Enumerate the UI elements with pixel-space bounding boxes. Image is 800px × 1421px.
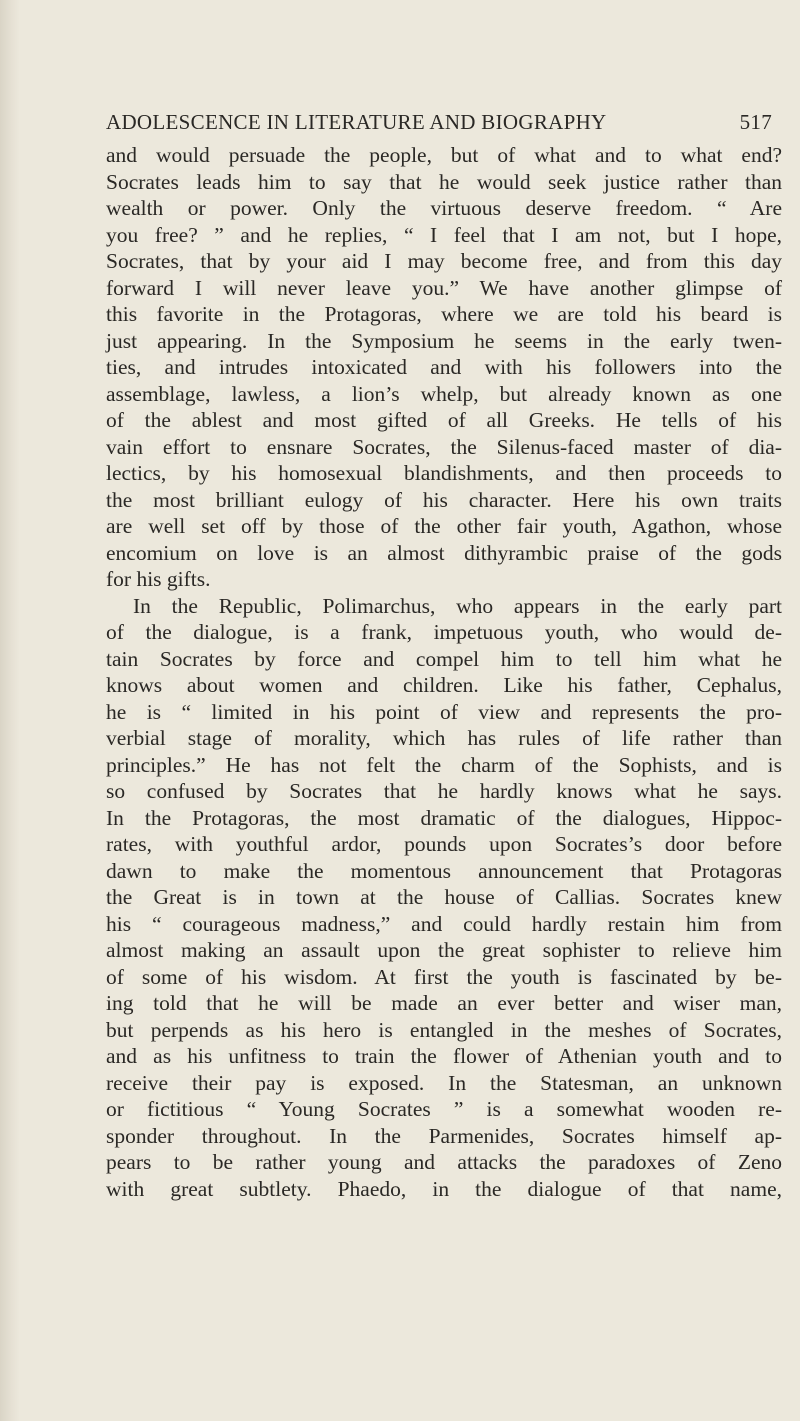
text-line: Socrates, that by your aid I may become free, and from this day: [106, 249, 782, 273]
text-line: are well set off by those of the other fair youth, Agathon, whose: [106, 514, 782, 538]
text-line: you free? ” and he replies, “ I feel that I am not, but I hope,: [106, 222, 782, 247]
page-number: 517: [739, 110, 772, 134]
text-line: this favorite in the Protagoras, where we are told his beard is: [106, 302, 782, 326]
text-line: Socrates leads him to say that he would seek justice rather than: [106, 169, 782, 194]
text-line: sponder throughout. In the Parmenides, Socrates himself ap-: [106, 1123, 782, 1148]
text-line: and as his unfitness to train the flower of Athenian youth and to: [106, 1044, 782, 1068]
text-line: the Great is in town at the house of Callias. Socrates knew: [106, 885, 782, 909]
text-line: almost making an assault upon the great sophister to relieve him: [106, 938, 782, 962]
running-head: [106, 110, 782, 140]
text-line: ing told that he will be made an ever better and wiser man,: [106, 991, 782, 1015]
text-line: rates, with youthful ardor, pounds upon Socrates’s door before: [106, 832, 782, 856]
text-line: principles.” He has not felt the charm of the Sophists, and is: [106, 752, 782, 777]
text-line: dawn to make the momentous announcement that Protagoras: [106, 858, 782, 883]
text-line: and would persuade the people, but of what and to what end?: [106, 143, 782, 167]
text-line: verbial stage of morality, which has rules of life rather than: [106, 726, 782, 750]
text-line: but perpends as his hero is entangled in the meshes of Socrates,: [106, 1017, 782, 1042]
paragraph: [106, 142, 782, 593]
text-line: knows about women and children. Like his father, Cephalus,: [106, 673, 782, 697]
text-line: so confused by Socrates that he hardly knows what he says.: [106, 779, 782, 803]
text-line: just appearing. In the Symposium he seems in the early twen-: [106, 328, 782, 353]
text-line: lectics, by his homosexual blandishments, and then proceeds to: [106, 461, 782, 485]
body-text: [106, 142, 782, 1202]
text-line: or fictitious “ Young Socrates ” is a somewhat wooden re-: [106, 1097, 782, 1121]
text-line: he is “ limited in his point of view and represents the pro-: [106, 699, 782, 724]
text-line: tain Socrates by force and compel him to tell him what he: [106, 646, 782, 671]
text-line: vain effort to ensnare Socrates, the Silenus-faced master of dia-: [106, 434, 782, 459]
text-line: of some of his wisdom. At first the youth is fascinated by be-: [106, 964, 782, 989]
text-line: of the ablest and most gifted of all Greeks. He tells of his: [106, 408, 782, 432]
text-line: receive their pay is exposed. In the Statesman, an unknown: [106, 1070, 782, 1095]
text-line: the most brilliant eulogy of his character. Here his own traits: [106, 487, 782, 512]
text-line: assemblage, lawless, a lion’s whelp, but already known as one: [106, 381, 782, 406]
text-line: for his gifts.: [106, 567, 211, 591]
text-line: wealth or power. Only the virtuous deserve freedom. “ Are: [106, 196, 782, 220]
text-line: his “ courageous madness,” and could hardly restain him from: [106, 911, 782, 936]
text-line: encomium on love is an almost dithyrambic praise of the gods: [106, 540, 782, 565]
text-line: with great subtlety. Phaedo, in the dialogue of that name,: [106, 1176, 782, 1201]
text-line: forward I will never leave you.” We have another glimpse of: [106, 275, 782, 300]
text-line: In the Protagoras, the most dramatic of the dialogues, Hippoc-: [106, 805, 782, 830]
running-title: ADOLESCENCE IN LITERATURE AND BIOGRAPHY: [106, 110, 607, 134]
text-line: pears to be rather young and attacks the paradoxes of Zeno: [106, 1150, 782, 1174]
paragraph: [106, 593, 782, 1203]
text-line: In the Republic, Polimarchus, who appears in the early part: [133, 593, 782, 618]
text-line: of the dialogue, is a frank, impetuous youth, who would de-: [106, 620, 782, 644]
text-line: ties, and intrudes intoxicated and with his followers into the: [106, 355, 782, 379]
